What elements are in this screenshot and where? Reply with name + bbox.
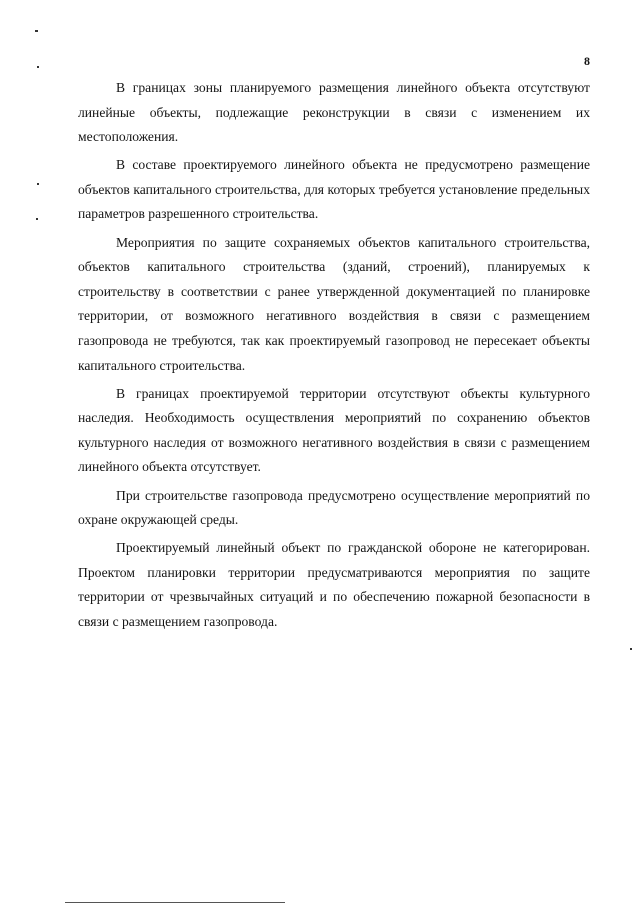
scan-artifact-mark xyxy=(630,648,632,650)
paragraph-protection-measures: Мероприятия по защите сохраняемых объектов капитального строительства, объектов капитального строительства (зданий, строений), планируемых к строительству в соответствии с ранее утвержденной документацией по планировке территории, от возможного негативного воздействия в связи с размещением газопровода не требуются, так как проектируемый газопровод не пересекает объекты капитального строительства. xyxy=(78,234,590,373)
scan-artifact-mark xyxy=(35,30,38,32)
paragraph-no-reconstruction-objects: В границах зоны планируемого размещения линейного объекта отсутствуют линейные объекты, подлежащие реконструкции в связи с изменением их местоположения. xyxy=(78,80,590,145)
scan-artifact-mark xyxy=(37,66,39,68)
page-number: 8 xyxy=(584,54,590,68)
paragraph-environment-protection: При строительстве газопровода предусмотрено осуществление мероприятий по охране окружающей среды. xyxy=(78,487,590,528)
paragraph-capital-construction: В составе проектируемого линейного объекта не предусмотрено размещение объектов капитального строительства, для которых требуется установление предельных параметров разрешенного строительства. xyxy=(78,157,590,222)
scan-artifact-mark xyxy=(37,183,39,185)
paragraph-cultural-heritage: В границах проектируемой территории отсутствуют объекты культурного наследия. Необходимость осуществления мероприятий по сохранению объектов культурного наследия от возможного негативного воздействия в связи с размещением линейного объекта отсутствует. xyxy=(78,385,590,475)
paragraph-civil-defense: Проектируемый линейный объект по гражданской обороне не категорирован. Проектом планировки территории предусматриваются мероприятия по защите территории от чрезвычайных ситуаций и по обеспечению пожарной безопасности в связи с размещением газопровода. xyxy=(78,540,590,629)
document-body xyxy=(78,76,590,638)
scan-artifact-mark xyxy=(36,218,38,220)
footer-divider xyxy=(65,902,285,903)
